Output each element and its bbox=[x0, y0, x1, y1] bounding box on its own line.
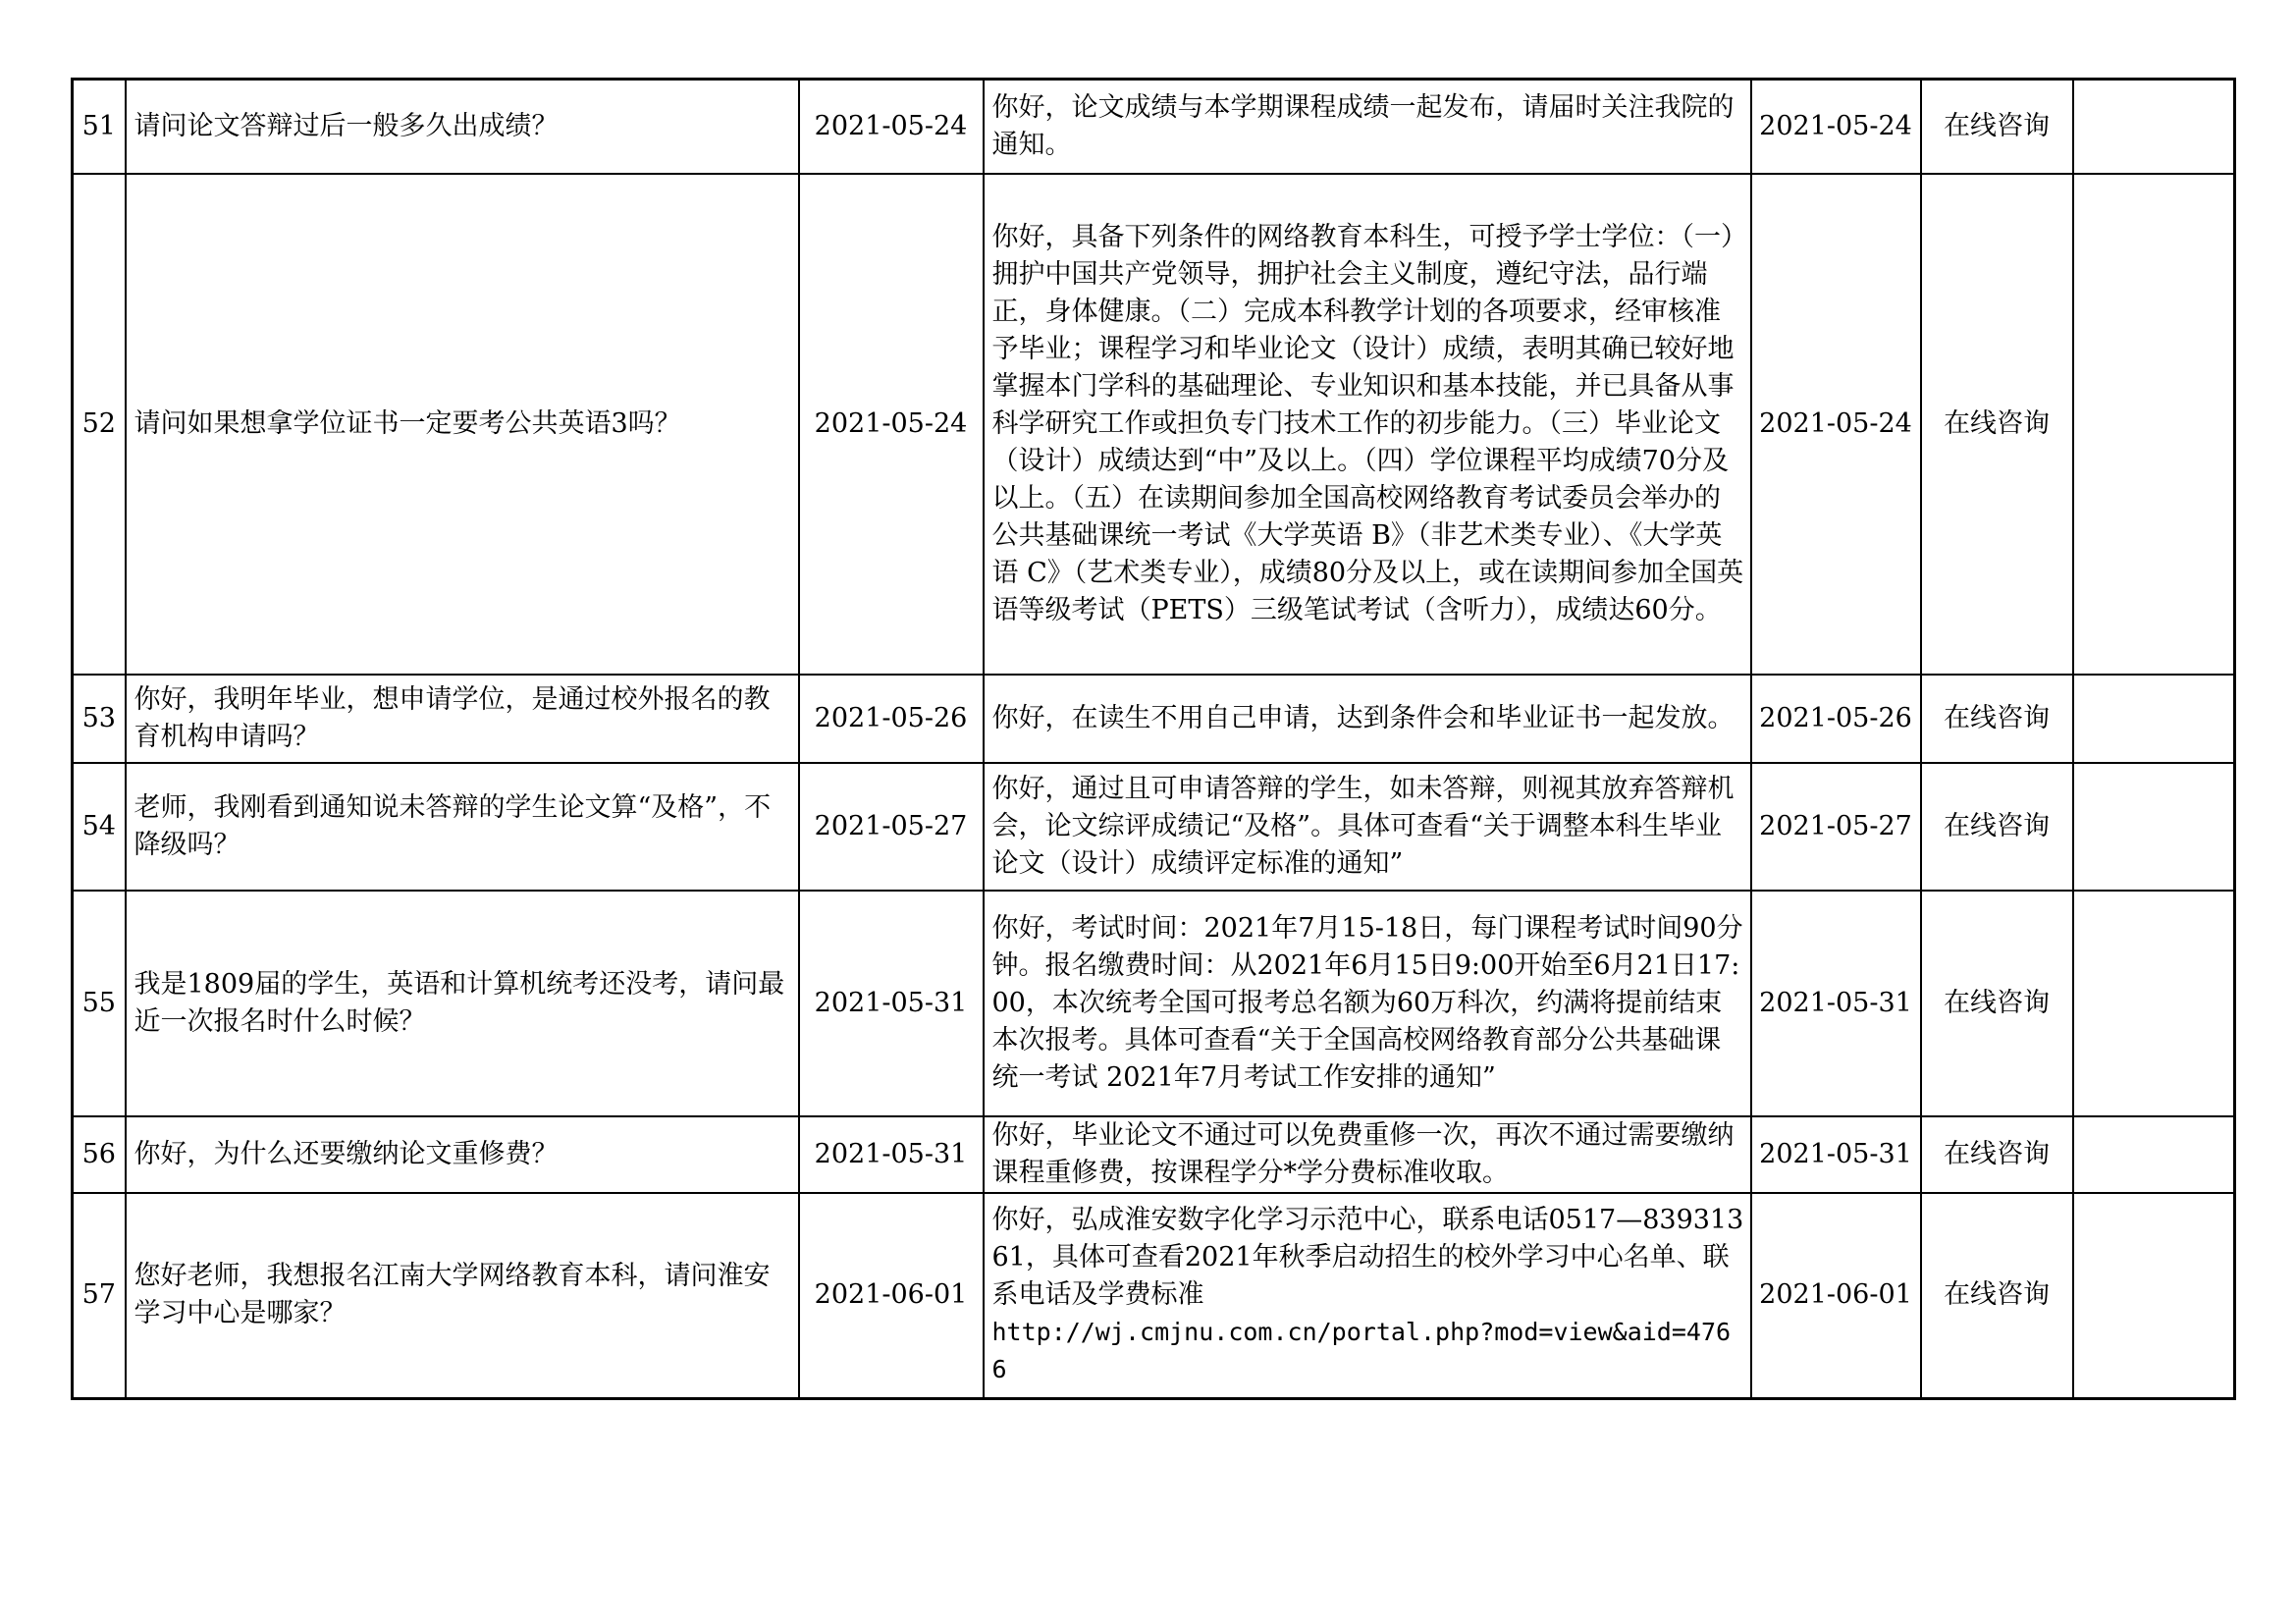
answer-cell bbox=[984, 1193, 1751, 1399]
reply-date-cell: 2021-05-27 bbox=[1751, 763, 1921, 891]
answer-cell bbox=[984, 763, 1751, 891]
answer-cell bbox=[984, 80, 1751, 174]
question-cell: 请问如果想拿学位证书一定要考公共英语3吗？ bbox=[126, 174, 799, 675]
question-cell: 您好老师，我想报名江南大学网络教育本科，请问淮安学习中心是哪家？ bbox=[126, 1193, 799, 1399]
table-row bbox=[73, 1116, 2235, 1193]
qa-table bbox=[71, 78, 2236, 1400]
question-cell: 请问论文答辩过后一般多久出成绩？ bbox=[126, 80, 799, 174]
ask-date-cell: 2021-05-31 bbox=[799, 1116, 984, 1193]
answer-text: 你好，通过且可申请答辩的学生，如未答辩，则视其放弃答辩机会，论文综评成绩记“及格”。具体可查看“关于调整本科生毕业论文（设计）成绩评定标准的通知” bbox=[991, 773, 1735, 879]
channel-cell: 在线咨询 bbox=[1921, 675, 2073, 763]
answer-text: 你好，考试时间：2021年7月15-18日，每门课程考试时间90分钟。报名缴费时间：从2021年6月15日9:00开始至6月21日17:00，本次统考全国可报考总名额为60万科次，约满将提前结束本次报考。具体可查看“关于全国高校网络教育部分公共基础课统一考试 2021年7月考试工作安排的通知” bbox=[991, 912, 1743, 1093]
reply-date-cell: 2021-05-26 bbox=[1751, 675, 1921, 763]
answer-cell bbox=[984, 675, 1751, 763]
row-number: 54 bbox=[73, 763, 126, 891]
reply-date-cell: 2021-05-24 bbox=[1751, 174, 1921, 675]
row-number: 57 bbox=[73, 1193, 126, 1399]
ask-date-cell: 2021-05-24 bbox=[799, 80, 984, 174]
answer-cell bbox=[984, 1116, 1751, 1193]
answer-text: 你好，论文成绩与本学期课程成绩一起发布，请届时关注我院的通知。 bbox=[991, 91, 1735, 160]
table-row bbox=[73, 1193, 2235, 1399]
question-cell: 老师，我刚看到通知说未答辩的学生论文算“及格”，不降级吗？ bbox=[126, 763, 799, 891]
channel-cell: 在线咨询 bbox=[1921, 1116, 2073, 1193]
reply-date-cell: 2021-05-31 bbox=[1751, 891, 1921, 1116]
row-number: 51 bbox=[73, 80, 126, 174]
question-cell: 我是1809届的学生，英语和计算机统考还没考，请问最近一次报名时什么时候？ bbox=[126, 891, 799, 1116]
reply-date-cell: 2021-06-01 bbox=[1751, 1193, 1921, 1399]
ask-date-cell: 2021-05-27 bbox=[799, 763, 984, 891]
table-row bbox=[73, 174, 2235, 675]
question-cell: 你好，我明年毕业，想申请学位，是通过校外报名的教育机构申请吗？ bbox=[126, 675, 799, 763]
remark-cell bbox=[2073, 763, 2235, 891]
row-number: 53 bbox=[73, 675, 126, 763]
channel-cell: 在线咨询 bbox=[1921, 80, 2073, 174]
row-number: 55 bbox=[73, 891, 126, 1116]
answer-cell bbox=[984, 891, 1751, 1116]
ask-date-cell: 2021-05-31 bbox=[799, 891, 984, 1116]
table-row bbox=[73, 675, 2235, 763]
ask-date-cell: 2021-05-26 bbox=[799, 675, 984, 763]
row-number: 52 bbox=[73, 174, 126, 675]
reply-date-cell: 2021-05-31 bbox=[1751, 1116, 1921, 1193]
remark-cell bbox=[2073, 891, 2235, 1116]
remark-cell bbox=[2073, 1116, 2235, 1193]
question-cell: 你好，为什么还要缴纳论文重修费？ bbox=[126, 1116, 799, 1193]
ask-date-cell: 2021-06-01 bbox=[799, 1193, 984, 1399]
ask-date-cell: 2021-05-24 bbox=[799, 174, 984, 675]
answer-text: 你好，毕业论文不通过可以免费重修一次，再次不通过需要缴纳课程重修费，按课程学分*学分费标准收取。 bbox=[991, 1119, 1735, 1188]
channel-cell: 在线咨询 bbox=[1921, 174, 2073, 675]
table-row bbox=[73, 763, 2235, 891]
remark-cell bbox=[2073, 80, 2235, 174]
remark-cell bbox=[2073, 1193, 2235, 1399]
answer-text: 你好，具备下列条件的网络教育本科生，可授予学士学位：（一）拥护中国共产党领导，拥护社会主义制度，遵纪守法，品行端正，身体健康。（二）完成本科教学计划的各项要求，经审核准予毕业；课程学习和毕业论文（设计）成绩，表明其确已较好地掌握本门学科的基础理论、专业知识和基本技能，并已具备从事科学研究工作或担负专门技术工作的初步能力。（三）毕业论文（设计）成绩达到“中”及以上。（四）学位课程平均成绩70分及以上。（五）在读期间参加全国高校网络教育考试委员会举办的公共基础课统一考试《大学英语 B》（非艺术类专业）、《大学英语 C》（艺术类专业），成绩80分及以上，或在读期间参加全国英语等级考试（PETS）三级笔试考试（含听力），成绩达60分。 bbox=[991, 221, 1744, 625]
channel-cell: 在线咨询 bbox=[1921, 763, 2073, 891]
channel-cell: 在线咨询 bbox=[1921, 891, 2073, 1116]
remark-cell bbox=[2073, 174, 2235, 675]
answer-link[interactable]: http://wj.cmjnu.com.cn/portal.php?mod=view&aid=4766 bbox=[991, 1318, 1732, 1384]
remark-cell bbox=[2073, 675, 2235, 763]
answer-text: 你好，在读生不用自己申请，达到条件会和毕业证书一起发放。 bbox=[991, 702, 1735, 733]
answer-text: 你好，弘成淮安数字化学习示范中心，联系电话0517—83931361，具体可查看2021年秋季启动招生的校外学习中心名单、联系电话及学费标准 bbox=[991, 1205, 1744, 1311]
channel-cell: 在线咨询 bbox=[1921, 1193, 2073, 1399]
table-row bbox=[73, 891, 2235, 1116]
row-number: 56 bbox=[73, 1116, 126, 1193]
answer-cell bbox=[984, 174, 1751, 675]
reply-date-cell: 2021-05-24 bbox=[1751, 80, 1921, 174]
table-row bbox=[73, 80, 2235, 174]
